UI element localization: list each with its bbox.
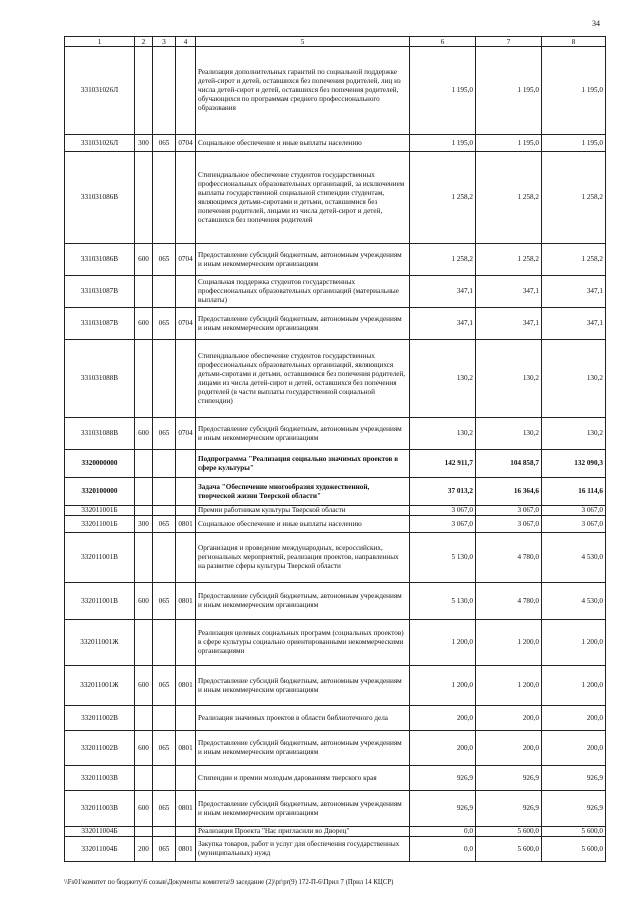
cell-description: Реализация дополнительных гарантий по социальной поддержке детей-сирот и детей, оставшихся без попечения родителей, лиц из числа детей-сирот и детей, оставшихся без попечения родителей, обучающихся по программам среднего профессионального образования — [196, 47, 410, 135]
cell-description: Предоставление субсидий бюджетным, автономным учреждениям и иным некоммерческим организациям — [196, 418, 410, 450]
cell-description: Задача "Обеспечение многообразия художественной, творческой жизни Тверской области" — [196, 478, 410, 506]
cell-code: 331031026Л — [65, 47, 135, 135]
table-row — [65, 827, 606, 837]
cell-col3: 065 — [153, 418, 176, 450]
col-header: 1 — [65, 37, 135, 47]
cell-code: 332011002В — [65, 731, 135, 766]
cell-value-col6: 347,1 — [410, 308, 476, 340]
cell-col2 — [135, 276, 153, 308]
cell-code: 332011004Б — [65, 837, 135, 862]
table-row — [65, 731, 606, 766]
cell-col2: 600 — [135, 791, 153, 827]
table-row — [65, 450, 606, 478]
cell-value-col8: 130,2 — [542, 340, 606, 418]
col-header: 3 — [153, 37, 176, 47]
cell-col2 — [135, 478, 153, 506]
cell-code: 331031086В — [65, 244, 135, 276]
cell-col2 — [135, 506, 153, 516]
cell-value-col8: 132 090,3 — [542, 450, 606, 478]
cell-value-col8: 1 200,0 — [542, 620, 606, 666]
cell-description: Социальная поддержка студентов государственных профессиональных образовательных организаций (материальные выплаты) — [196, 276, 410, 308]
cell-col3 — [153, 47, 176, 135]
cell-value-col6: 37 013,2 — [410, 478, 476, 506]
cell-value-col7: 5 600,0 — [476, 837, 542, 862]
cell-col3 — [153, 533, 176, 583]
col-header: 4 — [176, 37, 196, 47]
cell-value-col7: 130,2 — [476, 418, 542, 450]
cell-value-col6: 1 200,0 — [410, 666, 476, 706]
cell-value-col8: 3 067,0 — [542, 516, 606, 533]
cell-col3: 065 — [153, 837, 176, 862]
cell-col2 — [135, 152, 153, 244]
cell-value-col7: 1 200,0 — [476, 620, 542, 666]
cell-col2 — [135, 766, 153, 791]
cell-code: 3320100000 — [65, 478, 135, 506]
cell-value-col8: 3 067,0 — [542, 506, 606, 516]
cell-value-col6: 1 195,0 — [410, 47, 476, 135]
cell-value-col7: 200,0 — [476, 731, 542, 766]
cell-col2: 200 — [135, 837, 153, 862]
cell-col2: 600 — [135, 666, 153, 706]
cell-description: Организация и проведение международных, всероссийских, региональных мероприятий, реализация проектов, направленных на развитие сферы культуры Тверской области — [196, 533, 410, 583]
cell-value-col7: 1 195,0 — [476, 47, 542, 135]
cell-col4: 0704 — [176, 135, 196, 152]
cell-col3 — [153, 152, 176, 244]
cell-col2: 600 — [135, 583, 153, 620]
cell-col3: 065 — [153, 666, 176, 706]
cell-value-col6: 5 130,0 — [410, 533, 476, 583]
cell-code: 331031087В — [65, 308, 135, 340]
col-header: 2 — [135, 37, 153, 47]
table-row — [65, 791, 606, 827]
cell-value-col8: 1 200,0 — [542, 666, 606, 706]
cell-col2: 600 — [135, 731, 153, 766]
table-row — [65, 478, 606, 506]
cell-col4: 0704 — [176, 418, 196, 450]
cell-col3 — [153, 276, 176, 308]
cell-code: 332011004Б — [65, 827, 135, 837]
cell-code: 332011003В — [65, 791, 135, 827]
cell-value-col7: 1 195,0 — [476, 135, 542, 152]
cell-col2: 600 — [135, 244, 153, 276]
table-row — [65, 506, 606, 516]
cell-description: Предоставление субсидий бюджетным, автономным учреждениям и иным некоммерческим организациям — [196, 731, 410, 766]
table-row — [65, 533, 606, 583]
cell-value-col7: 104 858,7 — [476, 450, 542, 478]
cell-value-col6: 130,2 — [410, 340, 476, 418]
cell-col4: 0801 — [176, 583, 196, 620]
table-row — [65, 706, 606, 731]
budget-table — [64, 36, 606, 862]
cell-description: Подпрограмма "Реализация социально значимых проектов в сфере культуры" — [196, 450, 410, 478]
cell-col3 — [153, 620, 176, 666]
cell-description: Реализация целевых социальных программ (социальных проектов) в сфере культуры социально ориентированными некоммерческими организациями — [196, 620, 410, 666]
col-header: 8 — [542, 37, 606, 47]
cell-code: 332011001Б — [65, 506, 135, 516]
cell-value-col6: 0,0 — [410, 837, 476, 862]
cell-code: 332011001Ж — [65, 620, 135, 666]
cell-value-col7: 1 258,2 — [476, 244, 542, 276]
table-row — [65, 135, 606, 152]
cell-col4: 0801 — [176, 516, 196, 533]
cell-description: Предоставление субсидий бюджетным, автономным учреждениям и иным некоммерческим организациям — [196, 308, 410, 340]
cell-value-col8: 1 258,2 — [542, 244, 606, 276]
cell-description: Реализация Проекта "Нас пригласили во Дворец" — [196, 827, 410, 837]
cell-col3: 065 — [153, 583, 176, 620]
cell-col4 — [176, 276, 196, 308]
cell-value-col7: 347,1 — [476, 276, 542, 308]
cell-col3 — [153, 827, 176, 837]
cell-description: Предоставление субсидий бюджетным, автономным учреждениям и иным некоммерческим организациям — [196, 666, 410, 706]
cell-value-col8: 200,0 — [542, 706, 606, 731]
cell-col4 — [176, 506, 196, 516]
cell-col4: 0801 — [176, 791, 196, 827]
cell-col2: 300 — [135, 516, 153, 533]
header-row — [65, 37, 606, 47]
cell-value-col8: 5 600,0 — [542, 827, 606, 837]
cell-value-col7: 3 067,0 — [476, 506, 542, 516]
table-row — [65, 308, 606, 340]
table-row — [65, 620, 606, 666]
cell-value-col8: 16 114,6 — [542, 478, 606, 506]
cell-value-col6: 200,0 — [410, 731, 476, 766]
cell-code: 331031086В — [65, 152, 135, 244]
table-row — [65, 244, 606, 276]
cell-col4: 0801 — [176, 731, 196, 766]
cell-description: Предоставление субсидий бюджетным, автономным учреждениям и иным некоммерческим организациям — [196, 244, 410, 276]
cell-value-col6: 0,0 — [410, 827, 476, 837]
cell-col2: 600 — [135, 418, 153, 450]
cell-description: Реализация значимых проектов в области библиотечного дела — [196, 706, 410, 731]
cell-value-col6: 130,2 — [410, 418, 476, 450]
table-row — [65, 766, 606, 791]
cell-col4 — [176, 620, 196, 666]
cell-value-col8: 926,9 — [542, 766, 606, 791]
cell-description: Стипендиальное обеспечение студентов государственных профессиональных образовательных организаций, являющихся детьми-сиротами и детьми, оставшимися без попечения родителей, лицами из числа детей-сирот и детей, оставшихся без попечения родителей (в части выплаты государственной социальной стипендии) — [196, 340, 410, 418]
cell-col2 — [135, 827, 153, 837]
cell-code: 331031088В — [65, 418, 135, 450]
cell-code: 332011001Б — [65, 516, 135, 533]
cell-value-col8: 1 195,0 — [542, 135, 606, 152]
cell-col4 — [176, 533, 196, 583]
cell-col4 — [176, 706, 196, 731]
table-row — [65, 47, 606, 135]
cell-code: 331031088В — [65, 340, 135, 418]
cell-col4 — [176, 152, 196, 244]
cell-code: 332011001Ж — [65, 666, 135, 706]
cell-code: 332011002В — [65, 706, 135, 731]
cell-value-col8: 5 600,0 — [542, 837, 606, 862]
col-header: 7 — [476, 37, 542, 47]
table-row — [65, 276, 606, 308]
cell-value-col6: 1 195,0 — [410, 135, 476, 152]
table-row — [65, 152, 606, 244]
cell-col2 — [135, 340, 153, 418]
cell-col4: 0801 — [176, 837, 196, 862]
cell-value-col7: 926,9 — [476, 766, 542, 791]
cell-value-col6: 347,1 — [410, 276, 476, 308]
cell-description: Стипендиальное обеспечение студентов государственных профессиональных образовательных организаций, за исключением выплаты государственной социальной стипендии студентам, являющимся детьми-сиротами и детьми, оставшимися без попечения родителей, лицами из числа детей-сирот и детей, оставшихся без попечения родителей — [196, 152, 410, 244]
table-row — [65, 666, 606, 706]
cell-col3: 065 — [153, 791, 176, 827]
cell-value-col8: 347,1 — [542, 276, 606, 308]
cell-code: 331031087В — [65, 276, 135, 308]
cell-col3: 065 — [153, 516, 176, 533]
cell-col3 — [153, 706, 176, 731]
cell-value-col7: 1 258,2 — [476, 152, 542, 244]
cell-col4: 0801 — [176, 666, 196, 706]
cell-col2 — [135, 47, 153, 135]
cell-value-col6: 1 200,0 — [410, 620, 476, 666]
cell-col2 — [135, 706, 153, 731]
cell-value-col6: 3 067,0 — [410, 506, 476, 516]
cell-value-col7: 3 067,0 — [476, 516, 542, 533]
cell-description: Стипендии и премии молодым дарованиям тверского края — [196, 766, 410, 791]
cell-col3 — [153, 450, 176, 478]
cell-value-col6: 926,9 — [410, 791, 476, 827]
file-path-footer: \\Fs01\комитет по бюджету\6 созыв\Документы комитета\9 заседание (2)\pr\pr(9) 172-П-6\Прил 7 (Прил 14 КЦСР) — [64, 879, 394, 886]
cell-col2 — [135, 450, 153, 478]
cell-value-col8: 1 258,2 — [542, 152, 606, 244]
cell-value-col6: 1 258,2 — [410, 152, 476, 244]
cell-description: Премии работникам культуры Тверской области — [196, 506, 410, 516]
cell-description: Предоставление субсидий бюджетным, автономным учреждениям и иным некоммерческим организациям — [196, 583, 410, 620]
cell-value-col6: 926,9 — [410, 766, 476, 791]
cell-col3 — [153, 766, 176, 791]
page-number: 34 — [592, 19, 600, 28]
table-row — [65, 516, 606, 533]
cell-value-col8: 4 530,0 — [542, 583, 606, 620]
cell-value-col8: 4 530,0 — [542, 533, 606, 583]
cell-description: Социальное обеспечение и иные выплаты населению — [196, 516, 410, 533]
cell-code: 332011001В — [65, 533, 135, 583]
cell-col4 — [176, 340, 196, 418]
cell-col3 — [153, 478, 176, 506]
cell-col3: 065 — [153, 244, 176, 276]
cell-value-col6: 5 130,0 — [410, 583, 476, 620]
table-row — [65, 340, 606, 418]
cell-value-col7: 1 200,0 — [476, 666, 542, 706]
cell-col3 — [153, 340, 176, 418]
table-row — [65, 418, 606, 450]
cell-value-col6: 1 258,2 — [410, 244, 476, 276]
cell-value-col8: 1 195,0 — [542, 47, 606, 135]
cell-value-col6: 3 067,0 — [410, 516, 476, 533]
cell-col2: 300 — [135, 135, 153, 152]
cell-value-col8: 130,2 — [542, 418, 606, 450]
cell-code: 332011001В — [65, 583, 135, 620]
cell-col4 — [176, 450, 196, 478]
cell-value-col7: 5 600,0 — [476, 827, 542, 837]
cell-col4 — [176, 766, 196, 791]
table-row — [65, 583, 606, 620]
cell-value-col6: 142 911,7 — [410, 450, 476, 478]
cell-col2 — [135, 620, 153, 666]
col-header: 6 — [410, 37, 476, 47]
cell-col3: 065 — [153, 731, 176, 766]
cell-value-col7: 130,2 — [476, 340, 542, 418]
cell-value-col7: 16 364,6 — [476, 478, 542, 506]
cell-value-col8: 926,9 — [542, 791, 606, 827]
cell-value-col7: 926,9 — [476, 791, 542, 827]
cell-value-col6: 200,0 — [410, 706, 476, 731]
cell-code: 332011003В — [65, 766, 135, 791]
cell-col4: 0704 — [176, 308, 196, 340]
cell-col3: 065 — [153, 135, 176, 152]
cell-description: Предоставление субсидий бюджетным, автономным учреждениям и иным некоммерческим организациям — [196, 791, 410, 827]
cell-code: 3320000000 — [65, 450, 135, 478]
cell-value-col7: 4 780,0 — [476, 533, 542, 583]
cell-description: Закупка товаров, работ и услуг для обеспечения государственных (муниципальных) нужд — [196, 837, 410, 862]
cell-col4: 0704 — [176, 244, 196, 276]
cell-col4 — [176, 478, 196, 506]
cell-value-col7: 200,0 — [476, 706, 542, 731]
cell-value-col7: 4 780,0 — [476, 583, 542, 620]
cell-col4 — [176, 47, 196, 135]
cell-value-col8: 200,0 — [542, 731, 606, 766]
cell-col2: 600 — [135, 308, 153, 340]
cell-value-col8: 347,1 — [542, 308, 606, 340]
cell-description: Социальное обеспечение и иные выплаты населению — [196, 135, 410, 152]
cell-code: 331031026Л — [65, 135, 135, 152]
cell-col4 — [176, 827, 196, 837]
cell-col3: 065 — [153, 308, 176, 340]
cell-col2 — [135, 533, 153, 583]
cell-col3 — [153, 506, 176, 516]
col-header: 5 — [196, 37, 410, 47]
cell-value-col7: 347,1 — [476, 308, 542, 340]
table-row — [65, 837, 606, 862]
